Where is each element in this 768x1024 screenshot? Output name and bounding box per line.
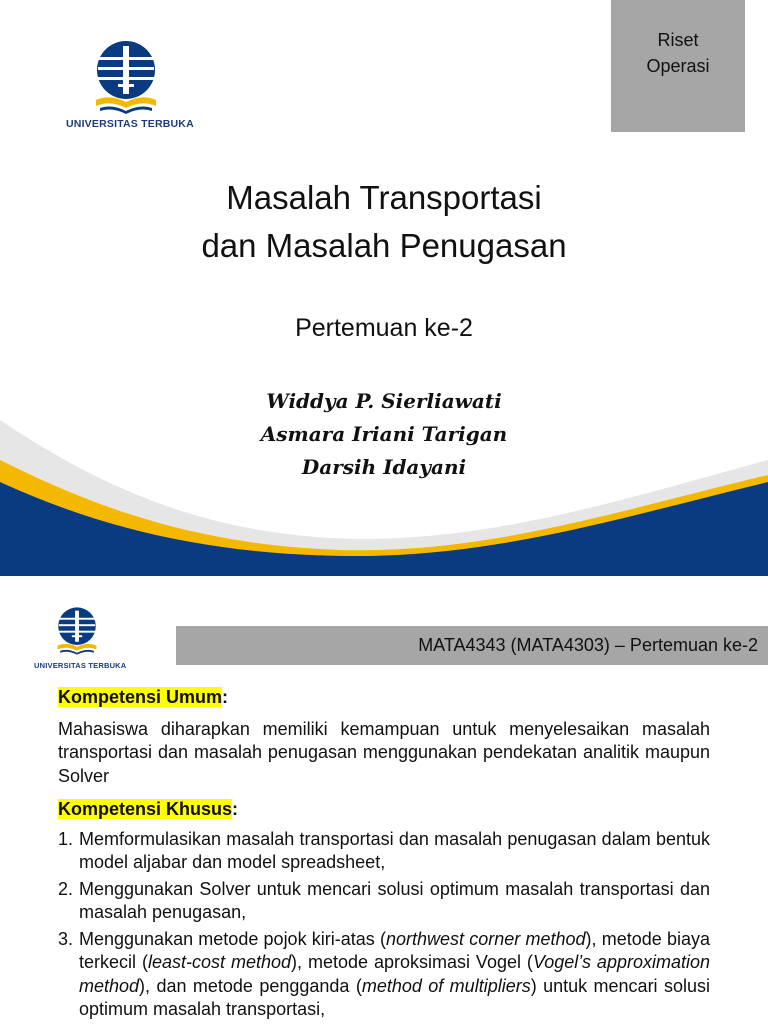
universitas-terbuka-logo: [92, 40, 160, 118]
slide-content: [58, 686, 710, 1024]
section-heading-khusus: Kompetensi Khusus:: [58, 799, 239, 819]
list-item: 2. Menggunakan Solver untuk mencari solusi optimum masalah transportasi dan masalah penugasan,: [78, 878, 710, 925]
list-item: [78, 928, 710, 1022]
slide-title-line-2: dan Masalah Penugasan: [201, 227, 567, 264]
course-tag-line-2: Operasi: [646, 56, 710, 76]
text-run: ), dan metode pengganda (: [139, 975, 362, 996]
italic-term: least-cost method: [147, 952, 291, 972]
italic-term: method of multipliers: [361, 975, 531, 996]
slide-subtitle: Pertemuan ke-2: [295, 314, 473, 342]
text-run: ) untuk mencari solusi optimum masalah transportasi,: [79, 975, 710, 1019]
author-name: Darsih Idayani: [301, 455, 467, 479]
competency-slide: [0, 586, 768, 1024]
italic-term: northwest corner method: [386, 928, 586, 949]
text-run: ), metode aproksimasi Vogel (: [291, 952, 533, 972]
authors-block: [0, 385, 768, 484]
author-name: Asmara Iriani Tarigan: [260, 422, 508, 446]
course-header-bar: MATA4343 (MATA4303) – Pertemuan ke-2: [176, 626, 768, 665]
list-item: 1. Memformulasikan masalah transportasi dan masalah penugasan dalam bentuk model aljabar dan model spreadsheet,: [78, 828, 710, 875]
competency-list: [58, 828, 710, 1022]
course-tag-line-1: Riset: [657, 30, 699, 50]
course-tag: [611, 0, 745, 132]
italic-term: Vogel’s approximation method: [79, 952, 710, 996]
umum-paragraph: Mahasiswa diharapkan memiliki kemampuan untuk menyelesaikan masalah transportasi dan masalah penugasan menggunakan pendekatan analitik maupun Solver: [58, 718, 710, 786]
highlight-label: Kompetensi Umum: [58, 687, 223, 707]
slide-title-line-1: Masalah Transportasi: [226, 179, 542, 216]
logo-text: UNIVERSITAS TERBUKA: [66, 118, 194, 130]
universitas-terbuka-logo: [55, 606, 99, 658]
section-heading-umum: Kompetensi Umum:: [58, 687, 229, 707]
highlight-label: Kompetensi Khusus: [58, 799, 233, 819]
author-name: Widdya P. Sierliawati: [266, 389, 502, 413]
text-run: Menggunakan metode pojok kiri-atas (: [79, 928, 386, 949]
text-run: ), metode biaya terkecil (: [79, 928, 710, 972]
logo-text: UNIVERSITAS TERBUKA: [34, 661, 127, 670]
